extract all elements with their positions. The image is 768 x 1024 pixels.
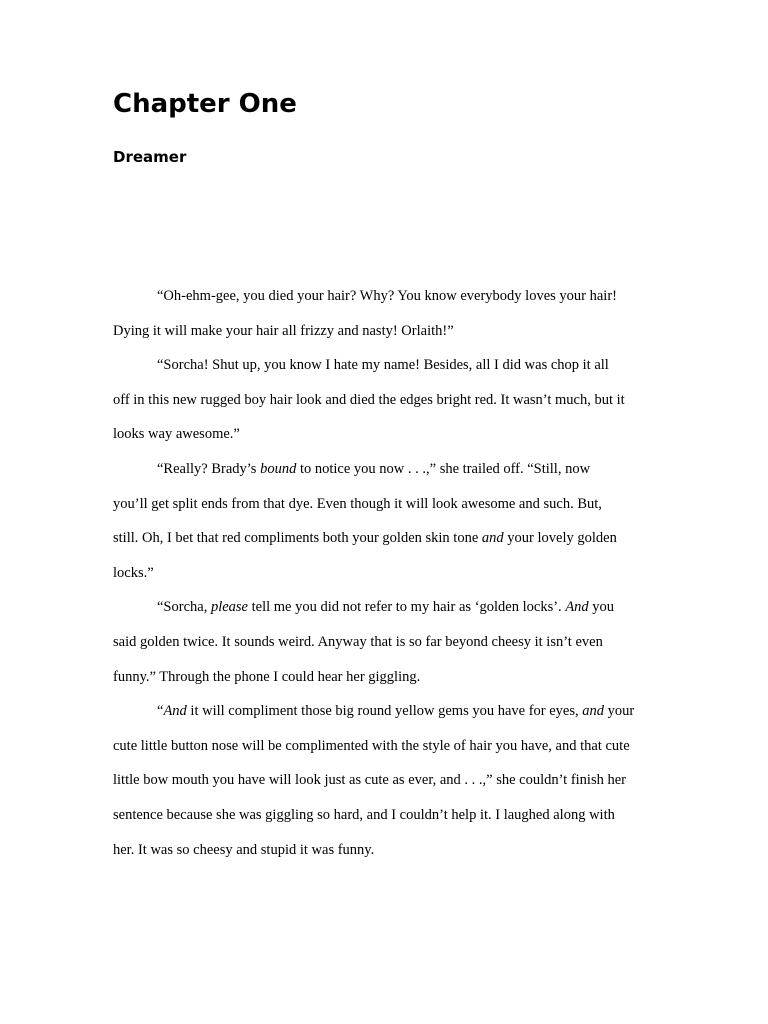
text-run: little bow mouth you have will look just as cute as ever, and . . .,” she couldn’t finish her [113, 772, 626, 789]
italic-text: and [481, 530, 504, 547]
text-run: “Really? Brady’s [157, 460, 261, 477]
text-line [113, 590, 658, 625]
text-run: you’ll get split ends from that dye. Even though it will look awesome and such. But, [113, 495, 602, 512]
text-run: sentence because she was giggling so hard, and I couldn’t help it. I laughed along with [113, 806, 615, 823]
text-run: it will compliment those big round yellow gems you have for eyes, [186, 703, 583, 720]
story-body [113, 279, 658, 867]
text-run: your [604, 703, 635, 720]
italic-text: And [163, 703, 187, 720]
text-run: looks way awesome.” [113, 426, 240, 443]
text-line [113, 314, 658, 349]
text-line [113, 798, 658, 833]
text-line [113, 452, 658, 487]
text-run: your lovely golden [503, 530, 617, 547]
text-line [113, 729, 658, 764]
text-line [113, 625, 658, 660]
text-run: “Sorcha, [157, 599, 211, 616]
text-run: off in this new rugged boy hair look and died the edges bright red. It wasn’t much, but it [113, 391, 625, 408]
text-line [113, 417, 658, 452]
story-paragraph [113, 348, 658, 452]
chapter-title: Chapter One [113, 89, 297, 119]
text-run: cute little button nose will be complimented with the style of hair you have, and that cute [113, 737, 630, 754]
story-paragraph [113, 279, 658, 348]
text-run: her. It was so cheesy and stupid it was funny. [113, 841, 375, 858]
story-paragraph [113, 694, 658, 867]
text-run: Dying it will make your hair all frizzy and nasty! Orlaith!” [113, 322, 454, 339]
story-paragraph [113, 590, 658, 694]
text-run: you [588, 599, 615, 616]
text-run: “Sorcha! Shut up, you know I hate my name! Besides, all I did was chop it all [157, 357, 609, 374]
text-line [113, 383, 658, 418]
text-line [113, 348, 658, 383]
text-line [113, 694, 658, 729]
text-run: still. Oh, I bet that red compliments both your golden skin tone [113, 530, 482, 547]
text-line [113, 279, 658, 314]
text-line [113, 556, 658, 591]
story-paragraph [113, 452, 658, 590]
text-line [113, 763, 658, 798]
italic-text: And [565, 599, 589, 616]
italic-text: bound [260, 460, 297, 477]
italic-text: and [582, 703, 605, 720]
text-run: tell me you did not refer to my hair as ‘golden locks’. [248, 599, 566, 616]
text-line [113, 521, 658, 556]
text-line [113, 487, 658, 522]
text-run: said golden twice. It sounds weird. Anyway that is so far beyond cheesy it isn’t even [113, 633, 603, 650]
text-run: to notice you now . . .,” she trailed off. “Still, now [296, 460, 591, 477]
text-line [113, 660, 658, 695]
text-run: “ [157, 703, 164, 720]
chapter-subtitle: Dreamer [113, 148, 187, 166]
text-run: “Oh-ehm-gee, you died your hair? Why? You know everybody loves your hair! [157, 288, 617, 304]
text-run: locks.” [113, 564, 154, 581]
text-run: funny.” Through the phone I could hear her giggling. [113, 668, 421, 685]
italic-text: please [210, 599, 248, 616]
text-line [113, 833, 658, 868]
